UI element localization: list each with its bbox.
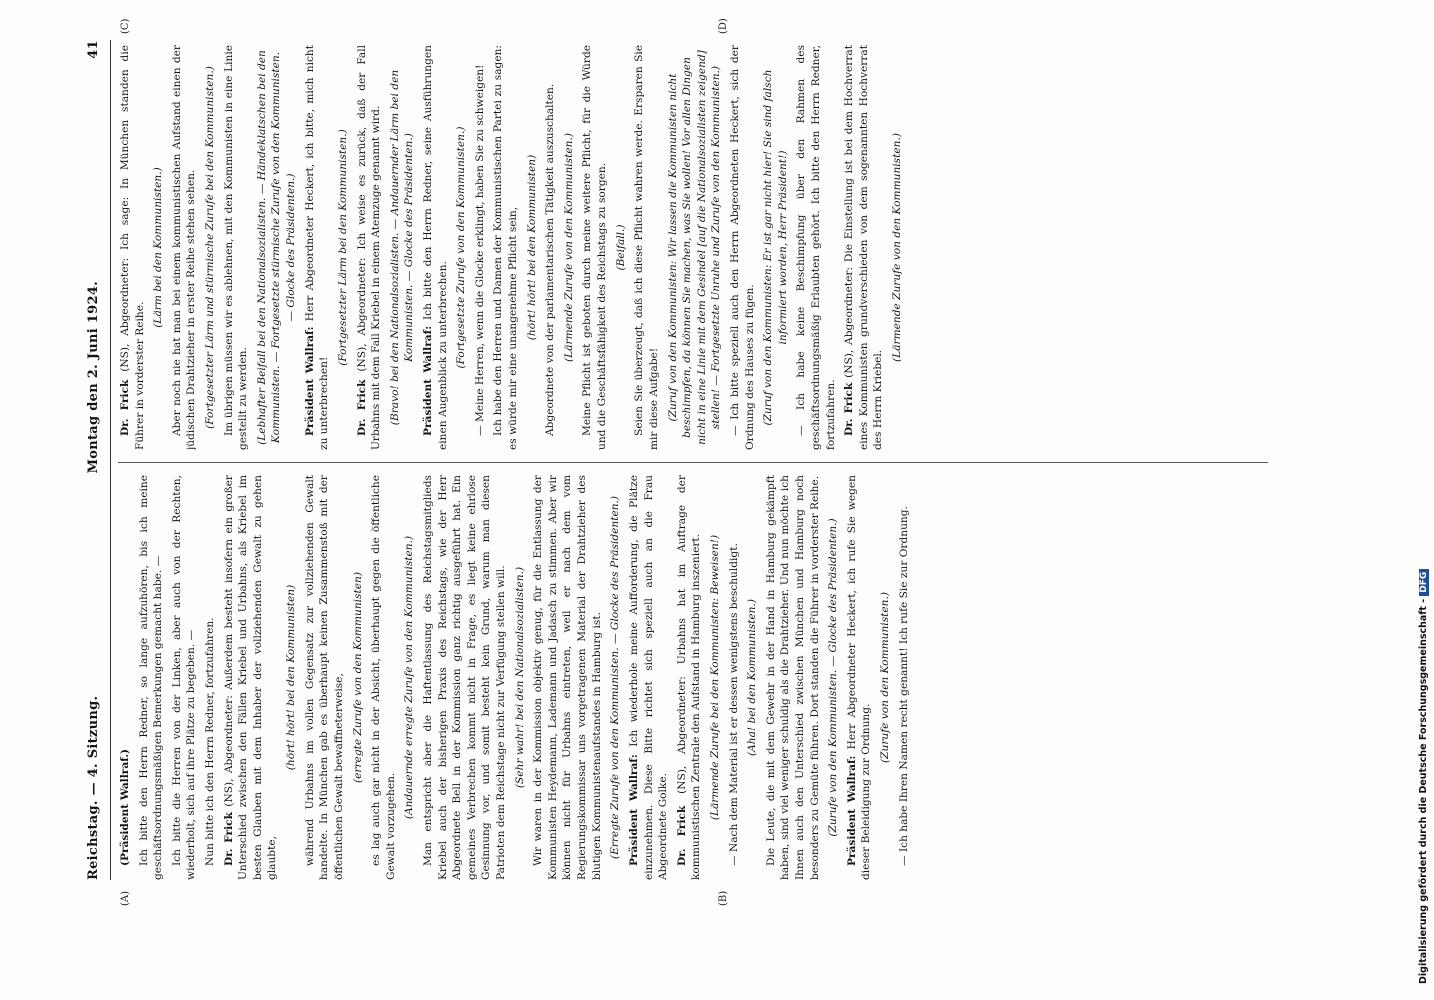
text-columns [118,18,1318,906]
speaker-name: Dr. Frick [675,805,688,866]
interjection: (hört! hört! bei den Kommunisten) [525,154,538,341]
interjection: (hört! hört! bei den Kommunisten) [285,584,298,771]
body-paragraph: während Urbahns im vollen Gegensatz zur vollziehenden Gewalt handelte. In München gab es überhaupt keinen Zusammenstoß mit der öffentlichen Gewalt bewaffneterweise, [303,475,345,880]
interjection: (Lärmende Zurufe bei den Kommunisten: Beweisen!) [708,534,721,821]
body-paragraph: Aber noch nie hat man bei einem kommunistischen Aufstand einen der jüdischen Drahtzieher in erster Reihe stehen sehen. [170,45,198,450]
dfg-logo: DFG [1419,569,1429,596]
body-paragraph: Ich bitte die Herren von der Linken, aber auch von der Rechten, wiederholt, sich auf ihre Plätze zu begeben. — [170,475,198,880]
body-paragraph: Man entspricht aber die Haftentlassung des Reichstagsmitglieds Kriebel auch der bisherigen Praxis des Reichstags, wie der Herr Abgeordnete Bell in der Kommission ganz richtig ausgeführt hat. Ein gemeines Verbrechen kommt nicht in Frage, es liegt keine ehrlose Gesinnung vor, und somit besteht kein Grund, warum man diesen Patrioten dem Reichstage nicht zur Verfügung stellen will. [421,475,508,880]
body-paragraph: Ich bitte den Herrn Redner, so lange aufzuhören, bis ich meine geschäftsordnungsmäßigen Bemerkungen gemacht habe. — [137,475,165,880]
speaker-paragraph [118,475,133,880]
body-paragraph: Die Leute, die mit dem Gewehr in der Hand in Hamburg gekämpft haben, sind viel weniger schuldig als die Drahtzieher. Und nun möchte ich Ihnen auch den Unterschied zwischen München und Hamburg noch besonders zu Gemüte führen. Dort standen die Führer in vorderster Reihe. [764,475,821,880]
margin-marker-c: (C) [120,18,131,34]
interjection: (Lärmende Zurufe von den Kommunisten.) [562,133,575,362]
speaker-name: Präsident Wallraf: [845,755,858,866]
margin-marker-b: (B) [718,890,729,906]
body-paragraph: — Meine Herren, wenn die Glocke erklingt, haben Sie zu schweigen! [473,64,486,436]
interjection: (Bravo! bei den Nationalsozialisten. — Andauernder Lärm bei den Kommunisten. — Glocke des Präsidenten.) [388,69,416,426]
header-session: Reichstag. — 4. Sitzung. [85,695,101,880]
speaker-paragraph [118,45,147,450]
page-header [80,40,106,880]
speaker-paragraph [303,45,332,450]
speaker-paragraph [845,475,874,880]
body-paragraph: Im übrigen müssen wir es ablehnen, mit den Kommunisten in eine Linie gestellt zu werden. [222,45,250,450]
interjection: (Lärm bei den Kommunisten.) [152,167,165,328]
interjection: (Aha! bei den Kommunisten.) [746,599,759,757]
body-paragraph: Wir waren in der Kommission objektiv genug, für die Entlassung der Kommunisten Heydemann, Lademann und Jadasch zu stimmen. Aber wir können nicht für Urbahns eintreten, weil er nach dem vom Regierungskommissar uns vorgetragenen Material der Drahtzieher des blutigen Kommunistenaufstandes in Hamburg ist. [532,475,603,880]
speaker-name: Dr. Frick [222,812,235,866]
speaker-name: Präsident Wallraf: [627,754,640,866]
speaker-name: (Präsident Wallraf.) [119,748,131,866]
page-number: 41 [85,40,101,59]
body-paragraph: Abgeordnete von der parlamentarischen Tätigkeit auszuschalten. [544,83,557,436]
speaker-paragraph [222,475,280,880]
interjection: (Sehr wahr! bei den Nationalsozialisten.) [513,566,526,789]
body-paragraph: — Ich habe Ihren Namen recht genannt! Ich rufe Sie zur Ordnung. [897,506,910,866]
header-rule [110,40,111,880]
digitization-credit [1418,569,1429,984]
margin-marker-a: (A) [120,890,131,906]
speaker-name: Präsident Wallraf: [303,326,316,436]
body-paragraph: — Ich habe keine Beschimpfung über den Rahmen des geschäftsordnungsmäßig Erlaubten gehört. Ich bitte den Herrn Redner, fortzufahren. [795,45,837,450]
body-paragraph: — Ich bitte speziell auch den Herrn Abgeordneten Heckert, sich der Ordnung des Hauses zu fügen. [728,45,756,450]
interjection: (Fortgesetzte Zurufe von den Kommunisten.) [455,126,468,369]
body-paragraph: — Nach dem Material ist er dessen wenigstens beschuldigt. [727,543,740,866]
speaker-paragraph [355,45,384,450]
right-column [118,45,1318,450]
speaker-paragraph [675,475,704,880]
interjection: (Fortgesetzter Lärm bei den Kommunisten.) [336,129,349,366]
body-paragraph: es lag auch gar nicht in der Absicht, überhaupt gegen die öffentliche Gewalt vorzugehen. [370,475,397,880]
speaker-name: Dr. Frick [843,382,856,436]
interjection: (Beifall.) [614,224,627,271]
interjection: (Andauernde erregte Zurufe von den Kommunisten.) [403,535,416,820]
speech-text: Ich wiederhole meine Aufforderung, die Plätze einzunehmen. Diese Bitte richtet sich speziell auch an die Frau Abgeordnete Golke. [627,475,670,880]
column-divider [118,462,1268,463]
speech-text: (NS), Abgeordneter: Außerdem besteht insofern ein großer Unterschied zwischen den Fällen Kriebel und Urbahns, als Kriebel im besten Glauben mit dem Inhaber der vollziehenden Gewalt zu gehen glaubte, [222,475,279,880]
margin-marker-d: (D) [718,18,729,34]
speaker-paragraph [842,45,886,450]
speech-text: (NS), Abgeordneter: Die Einstellung ist bei dem Hochverrat eines Kommunisten grundverschieden von dem sogenannten Hochverrat des Herrn Kriebel. [843,45,885,450]
interjection: (Lebhafter Beifall bei den Nationalsozialisten. — Händeklatschen bei den Kommunisten. — Fortgesetzte stürmische Zurufe von den Kommunisten. — Glocke des Präsidenten.) [255,50,298,445]
speech-text: (NS), Abgeordneter: Ich sage: In München standen die Führer in vorderster Reihe. [119,45,146,450]
rotated-scan [80,18,1320,906]
speaker-paragraph [421,45,450,450]
speaker-paragraph [627,475,671,880]
interjection: (Zurufe von den Kommunisten. — Glocke des Präsidenten.) [827,518,840,837]
interjection: (Zurufe von den Kommunisten.) [879,592,892,763]
speech-text: Herr Abgeordneter Heckert, ich bitte, mich nicht zu unterbrechen! [303,45,331,450]
credit-text: Digitalisierung gefördert durch die Deutsche Forschungsgemeinschaft - [1418,598,1429,984]
speech-text: (NS), Abgeordneter: Ich weise es zurück, daß der Fall Urbahns mit dem Fall Kriebel in einem Atemzuge genannt wird. [355,45,383,450]
speaker-name: Dr. Frick [355,379,368,436]
speech-text: Ich bitte den Herrn Redner, seine Ausführungen einen Augenblick zu unterbrechen. [421,45,449,450]
speech-text: (NS), Abgeordneter: Urbahns hat im Auftrage der kommunistischen Zentrale den Aufstand in Hamburg inszeniert. [675,475,703,880]
interjection: (Zuruf von den Kommunisten: Wir lassen die Kommunisten nicht beschimpfen, da können Sie machen, was Sie wollen! Vor allen Dingen nicht in eine Linie mit dem Gesindel [auf die Nationalsozialisten zeigend] stellen! — Fortgesetzte Unruhe und Zurufe von den Kommunisten.) [666,50,723,445]
speaker-name: Dr. Frick [119,379,131,436]
interjection: (Lärmende Zurufe von den Kommunisten.) [891,133,904,362]
body-paragraph: Meine Pflicht ist geboten durch meine weitere Pflicht, für die Würde und die Geschäftsfähigkeit des Reichstags zu sorgen. [581,45,609,450]
speech-text: Herr Abgeordneter Heckert, ich rufe Sie wegen dieser Beleidigung zur Ordnung. [845,475,873,880]
interjection: (Fortgesetzter Lärm und stürmische Zurufe bei den Kommunisten.) [204,66,217,429]
speaker-name: Präsident Wallraf: [421,325,434,436]
interjection: (erregte Zurufe von den Kommunisten) [351,572,364,783]
body-paragraph: Seien Sie überzeugt, daß ich diese Pflicht wahren werde. Ersparen Sie mir diese Aufgabe! [633,45,660,450]
body-paragraph: Ich habe den Herren und Damen der Kommunistischen Partei zu sagen: es würde mir eine unangenehme Pflicht sein, [492,45,520,450]
header-date: Montag den 2. Juni 1924. [85,280,101,474]
interjection: (Zuruf von den Kommunisten: Er ist gar nicht hier! Sie sind falsch informiert worden, Herr Präsident!) [762,69,789,426]
body-paragraph: Nun bitte ich den Herrn Redner, fortzufahren. [204,617,217,866]
left-column [118,475,1318,880]
interjection: (Erregte Zurufe von den Kommunisten. — Glocke des Präsidenten.) [609,495,622,860]
